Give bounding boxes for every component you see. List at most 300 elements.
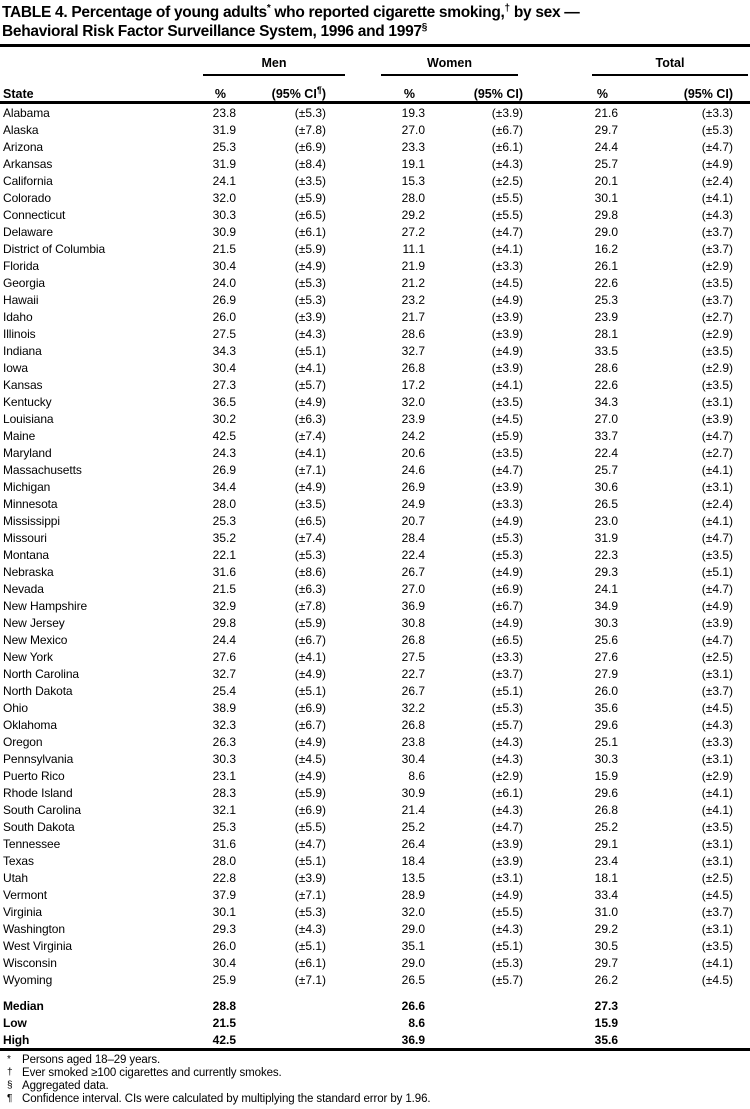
pct-cell: 28.9 bbox=[401, 887, 425, 902]
pct-cell: 31.0 bbox=[594, 904, 619, 919]
pct-cell: 34.4 bbox=[212, 479, 236, 494]
pct-cell: 28.0 bbox=[401, 190, 425, 205]
ci-cell: (±3.5) bbox=[294, 496, 326, 511]
state-cell: Wyoming bbox=[3, 972, 53, 987]
ci-cell: (±8.4) bbox=[294, 156, 326, 171]
ci-cell: (±5.3) bbox=[491, 700, 524, 715]
ci-cell: (±5.3) bbox=[294, 275, 326, 290]
state-cell: Texas bbox=[3, 853, 34, 868]
pct-cell: 23.0 bbox=[594, 513, 619, 528]
table-row bbox=[0, 257, 750, 274]
pct-cell: 30.9 bbox=[401, 785, 425, 800]
table-row bbox=[0, 614, 750, 631]
pct-cell: 29.0 bbox=[594, 224, 619, 239]
ci-cell: (±3.9) bbox=[294, 870, 326, 885]
table-body bbox=[0, 103, 750, 1049]
ci-cell: (±2.9) bbox=[701, 768, 734, 783]
ci-cell: (±3.9) bbox=[491, 479, 524, 494]
pct-cell: 29.3 bbox=[594, 564, 619, 579]
summary-row bbox=[0, 1014, 750, 1031]
pct-cell: 36.5 bbox=[212, 394, 236, 409]
pct-cell: 24.4 bbox=[594, 139, 619, 154]
pct-cell: 29.8 bbox=[212, 615, 236, 630]
pct-cell: 29.6 bbox=[594, 785, 619, 800]
ci-cell: (±4.3) bbox=[294, 921, 326, 936]
ci-cell: (±4.9) bbox=[701, 156, 734, 171]
pct-cell: 31.6 bbox=[212, 836, 236, 851]
table-row bbox=[0, 954, 750, 971]
smoking-table bbox=[0, 47, 750, 1048]
table-row bbox=[0, 801, 750, 818]
pct-cell: 23.9 bbox=[594, 309, 619, 324]
state-cell: Tennessee bbox=[3, 836, 61, 851]
pct-cell: 22.4 bbox=[594, 445, 619, 460]
pct-cell: 30.3 bbox=[212, 207, 236, 222]
pct-cell: 27.3 bbox=[594, 998, 619, 1013]
ci-cell: (±4.9) bbox=[491, 615, 524, 630]
ci-cell: (±5.3) bbox=[491, 530, 524, 545]
state-cell: Mississippi bbox=[3, 513, 60, 528]
table-row bbox=[0, 716, 750, 733]
state-cell: California bbox=[3, 173, 53, 188]
ci-cell: (±4.5) bbox=[701, 887, 734, 902]
state-column-header: State bbox=[0, 76, 190, 103]
ci-cell: (±3.9) bbox=[491, 360, 524, 375]
footnotes bbox=[0, 1051, 750, 1106]
state-cell: Arizona bbox=[3, 139, 43, 154]
footnote-text: Confidence interval. CIs were calculated by multiplying the standard error by 1.96. bbox=[22, 1093, 431, 1105]
ci-cell: (±4.9) bbox=[491, 564, 524, 579]
pct-cell: 23.1 bbox=[212, 768, 236, 783]
ci-cell: (±3.1) bbox=[701, 394, 734, 409]
table-row bbox=[0, 682, 750, 699]
state-cell: Kentucky bbox=[3, 394, 52, 409]
ci-cell: (±3.9) bbox=[491, 853, 524, 868]
pct-cell: 27.5 bbox=[401, 649, 425, 664]
ci-cell: (±5.7) bbox=[491, 972, 524, 987]
men-group-label: Men bbox=[203, 56, 345, 76]
state-group-spacer bbox=[0, 47, 190, 76]
pct-cell: 27.9 bbox=[594, 666, 619, 681]
pct-cell: 21.2 bbox=[401, 275, 425, 290]
state-cell: Wisconsin bbox=[3, 955, 57, 970]
state-cell: Arkansas bbox=[3, 156, 53, 171]
state-cell: Nebraska bbox=[3, 564, 54, 579]
ci-cell: (±6.9) bbox=[491, 581, 524, 596]
pct-cell: 20.1 bbox=[594, 173, 619, 188]
pct-cell: 26.1 bbox=[594, 258, 619, 273]
pct-cell: 26.3 bbox=[212, 734, 236, 749]
table-row bbox=[0, 631, 750, 648]
state-cell: Connecticut bbox=[3, 207, 66, 222]
pct-cell: 8.6 bbox=[408, 1015, 425, 1030]
pct-cell: 30.4 bbox=[212, 955, 236, 970]
ci-cell: (±4.1) bbox=[294, 649, 326, 664]
ci-cell: (±5.9) bbox=[294, 190, 326, 205]
pct-cell: 21.6 bbox=[594, 105, 619, 120]
ci-cell: (±5.1) bbox=[491, 683, 524, 698]
state-cell: Vermont bbox=[3, 887, 47, 902]
table-row bbox=[0, 733, 750, 750]
ci-cell: (±3.5) bbox=[491, 445, 524, 460]
pct-cell: 28.8 bbox=[212, 998, 236, 1013]
pct-cell: 27.0 bbox=[401, 122, 425, 137]
ci-cell: (±4.9) bbox=[294, 768, 326, 783]
ci-cell bbox=[618, 997, 750, 1014]
pct-cell: 34.3 bbox=[212, 343, 236, 358]
ci-cell: (±5.9) bbox=[294, 785, 326, 800]
ci-cell: (±3.5) bbox=[294, 173, 326, 188]
pct-cell: 25.3 bbox=[212, 819, 236, 834]
ci-cell: (±3.9) bbox=[491, 836, 524, 851]
pct-cell: 15.3 bbox=[401, 173, 425, 188]
ci-cell: (±3.3) bbox=[701, 105, 734, 120]
ci-cell: (±4.1) bbox=[701, 785, 734, 800]
pct-cell: 27.6 bbox=[212, 649, 236, 664]
ci-cell: (±4.7) bbox=[491, 819, 524, 834]
pct-cell: 26.7 bbox=[401, 683, 425, 698]
pct-cell: 30.8 bbox=[401, 615, 425, 630]
ci-cell bbox=[236, 1014, 356, 1031]
pct-cell: 24.4 bbox=[212, 632, 236, 647]
state-cell: Alabama bbox=[3, 105, 50, 120]
ci-cell: (±4.5) bbox=[491, 411, 524, 426]
pct-cell: 30.1 bbox=[212, 904, 236, 919]
state-cell: Florida bbox=[3, 258, 39, 273]
pct-cell: 17.2 bbox=[401, 377, 425, 392]
ci-cell: (±3.5) bbox=[491, 394, 524, 409]
footnote-text: Persons aged 18–29 years. bbox=[22, 1054, 161, 1066]
pct-cell: 25.7 bbox=[594, 462, 619, 477]
pct-cell: 33.4 bbox=[594, 887, 619, 902]
pct-cell: 29.0 bbox=[401, 921, 425, 936]
pct-cell: 20.6 bbox=[401, 445, 425, 460]
state-cell: High bbox=[3, 1032, 30, 1047]
footnote-symbol: † bbox=[7, 1067, 13, 1078]
state-cell: Nevada bbox=[3, 581, 44, 596]
pct-cell: 32.0 bbox=[401, 904, 425, 919]
table-row bbox=[0, 835, 750, 852]
women-pct-column-header: % bbox=[356, 76, 425, 103]
footnote bbox=[0, 1093, 750, 1106]
ci-cell bbox=[618, 1031, 750, 1048]
pct-cell: 32.9 bbox=[212, 598, 236, 613]
ci-cell: (±4.7) bbox=[701, 581, 734, 596]
ci-cell bbox=[618, 1014, 750, 1031]
table-row bbox=[0, 937, 750, 954]
pct-cell: 29.7 bbox=[594, 955, 619, 970]
table-row bbox=[0, 410, 750, 427]
ci-cell: (±2.9) bbox=[701, 360, 734, 375]
pct-cell: 27.2 bbox=[401, 224, 425, 239]
state-cell: Virginia bbox=[3, 904, 43, 919]
ci-cell: (±4.5) bbox=[701, 972, 734, 987]
ci-cell: (±3.9) bbox=[491, 309, 524, 324]
ci-cell: (±3.1) bbox=[701, 479, 734, 494]
pct-cell: 29.7 bbox=[594, 122, 619, 137]
ci-cell: (±5.1) bbox=[294, 938, 326, 953]
table-row bbox=[0, 852, 750, 869]
pct-cell: 20.7 bbox=[401, 513, 425, 528]
state-cell: Utah bbox=[3, 870, 28, 885]
table-row bbox=[0, 359, 750, 376]
table-row bbox=[0, 291, 750, 308]
ci-cell: (±3.1) bbox=[701, 666, 734, 681]
pct-cell: 30.5 bbox=[594, 938, 619, 953]
ci-cell: (±5.3) bbox=[294, 105, 326, 120]
ci-cell: (±4.5) bbox=[491, 275, 524, 290]
pct-cell: 26.9 bbox=[212, 292, 236, 307]
ci-cell: (±2.7) bbox=[701, 309, 734, 324]
state-cell: New Hampshire bbox=[3, 598, 88, 613]
ci-cell: (±4.1) bbox=[491, 377, 524, 392]
ci-cell: (±5.3) bbox=[491, 547, 524, 562]
ci-cell: (±4.7) bbox=[491, 462, 524, 477]
ci-cell: (±5.3) bbox=[491, 955, 524, 970]
total-group-label: Total bbox=[592, 56, 748, 76]
ci-cell: (±2.5) bbox=[701, 870, 734, 885]
pct-cell: 22.4 bbox=[401, 547, 425, 562]
pct-cell: 23.3 bbox=[401, 139, 425, 154]
ci-cell bbox=[236, 997, 356, 1014]
table-row bbox=[0, 767, 750, 784]
ci-cell: (±6.5) bbox=[294, 513, 326, 528]
pct-cell: 22.6 bbox=[594, 275, 619, 290]
ci-cell: (±3.7) bbox=[701, 292, 734, 307]
pct-cell: 21.9 bbox=[401, 258, 425, 273]
ci-cell: (±8.6) bbox=[294, 564, 326, 579]
state-cell: Iowa bbox=[3, 360, 28, 375]
table-row bbox=[0, 512, 750, 529]
summary-row bbox=[0, 1031, 750, 1048]
ci-cell: (±6.5) bbox=[491, 632, 524, 647]
pct-cell: 32.7 bbox=[401, 343, 425, 358]
ci-cell: (±3.9) bbox=[701, 615, 734, 630]
ci-cell: (±4.9) bbox=[294, 479, 326, 494]
pct-cell: 30.3 bbox=[212, 751, 236, 766]
ci-cell: (±5.3) bbox=[701, 122, 734, 137]
ci-cell: (±3.7) bbox=[491, 666, 524, 681]
pct-cell: 26.8 bbox=[401, 717, 425, 732]
ci-cell: (±3.3) bbox=[491, 496, 524, 511]
table-row bbox=[0, 495, 750, 512]
ci-cell: (±7.1) bbox=[294, 462, 326, 477]
pct-cell: 23.4 bbox=[594, 853, 619, 868]
pct-cell: 32.0 bbox=[401, 394, 425, 409]
pct-cell: 24.3 bbox=[212, 445, 236, 460]
ci-cell: (±4.9) bbox=[294, 258, 326, 273]
table-row bbox=[0, 308, 750, 325]
table-row bbox=[0, 869, 750, 886]
table-row bbox=[0, 393, 750, 410]
women-ci-column-header: (95% CI) bbox=[425, 76, 543, 103]
state-cell: Idaho bbox=[3, 309, 33, 324]
ci-cell: (±3.3) bbox=[701, 734, 734, 749]
pct-cell: 30.1 bbox=[594, 190, 619, 205]
state-cell: Pennsylvania bbox=[3, 751, 74, 766]
ci-cell bbox=[425, 997, 543, 1014]
table-row bbox=[0, 342, 750, 359]
pct-cell: 26.8 bbox=[401, 632, 425, 647]
state-cell: Puerto Rico bbox=[3, 768, 65, 783]
table-row bbox=[0, 274, 750, 291]
state-cell: Oregon bbox=[3, 734, 43, 749]
ci-cell: (±6.9) bbox=[294, 802, 326, 817]
pct-cell: 32.0 bbox=[212, 190, 236, 205]
state-cell: District of Columbia bbox=[3, 241, 106, 256]
total-pct-column-header: % bbox=[543, 76, 618, 103]
pct-cell: 26.0 bbox=[594, 683, 619, 698]
ci-cell: (±4.3) bbox=[491, 751, 524, 766]
state-cell: Massachusetts bbox=[3, 462, 82, 477]
table-row bbox=[0, 103, 750, 122]
pct-cell: 25.6 bbox=[594, 632, 619, 647]
pct-cell: 30.4 bbox=[212, 258, 236, 273]
ci-cell: (±5.1) bbox=[701, 564, 734, 579]
pct-cell: 25.2 bbox=[401, 819, 425, 834]
table-row bbox=[0, 920, 750, 937]
ci-cell: (±4.1) bbox=[294, 360, 326, 375]
pct-cell: 23.8 bbox=[401, 734, 425, 749]
total-group-header bbox=[543, 47, 750, 76]
women-group-label: Women bbox=[381, 56, 518, 76]
ci-cell: (±4.3) bbox=[294, 326, 326, 341]
ci-cell: (±4.3) bbox=[701, 207, 734, 222]
table-row bbox=[0, 903, 750, 920]
pct-cell: 35.2 bbox=[212, 530, 236, 545]
pct-cell: 29.8 bbox=[594, 207, 619, 222]
state-cell: Colorado bbox=[3, 190, 51, 205]
state-cell: Indiana bbox=[3, 343, 42, 358]
table-row bbox=[0, 971, 750, 988]
pct-cell: 29.3 bbox=[212, 921, 236, 936]
pct-cell: 28.1 bbox=[594, 326, 619, 341]
pct-cell: 29.6 bbox=[594, 717, 619, 732]
ci-cell: (±3.5) bbox=[701, 938, 734, 953]
state-cell: Delaware bbox=[3, 224, 53, 239]
pct-cell: 24.6 bbox=[401, 462, 425, 477]
pct-cell: 15.9 bbox=[594, 768, 619, 783]
table-row bbox=[0, 121, 750, 138]
pct-cell: 26.5 bbox=[594, 496, 619, 511]
men-ci-column-header: (95% CI¶) bbox=[236, 76, 356, 103]
pct-cell: 38.9 bbox=[212, 700, 236, 715]
ci-cell: (±5.7) bbox=[294, 377, 326, 392]
table-row bbox=[0, 478, 750, 495]
footnote bbox=[0, 1080, 750, 1093]
ci-cell: (±4.5) bbox=[701, 700, 734, 715]
pct-cell: 26.0 bbox=[212, 309, 236, 324]
pct-cell: 28.0 bbox=[212, 853, 236, 868]
pct-cell: 26.6 bbox=[401, 998, 425, 1013]
pct-cell: 25.3 bbox=[212, 139, 236, 154]
pct-cell: 29.2 bbox=[594, 921, 619, 936]
table-row bbox=[0, 189, 750, 206]
state-cell: Alaska bbox=[3, 122, 39, 137]
table-row bbox=[0, 750, 750, 767]
table-row bbox=[0, 665, 750, 682]
table-row bbox=[0, 325, 750, 342]
ci-cell: (±4.9) bbox=[491, 292, 524, 307]
pct-cell: 22.6 bbox=[594, 377, 619, 392]
ci-cell: (±3.9) bbox=[491, 326, 524, 341]
table-row bbox=[0, 155, 750, 172]
ci-cell: (±4.7) bbox=[491, 224, 524, 239]
ci-cell: (±6.3) bbox=[294, 581, 326, 596]
men-pct-column-header: % bbox=[190, 76, 236, 103]
ci-cell: (±5.9) bbox=[294, 615, 326, 630]
spacer-row bbox=[0, 988, 750, 997]
pct-cell: 31.9 bbox=[212, 122, 236, 137]
pct-cell: 22.7 bbox=[401, 666, 425, 681]
pct-cell: 33.7 bbox=[594, 428, 619, 443]
pct-cell: 26.2 bbox=[594, 972, 619, 987]
pct-cell: 22.3 bbox=[594, 547, 619, 562]
pct-cell: 23.8 bbox=[212, 105, 236, 120]
ci-cell: (±5.1) bbox=[491, 938, 524, 953]
state-cell: Washington bbox=[3, 921, 65, 936]
pct-cell: 16.2 bbox=[594, 241, 619, 256]
ci-cell: (±4.3) bbox=[701, 717, 734, 732]
ci-cell: (±5.5) bbox=[294, 819, 326, 834]
pct-cell: 30.2 bbox=[212, 411, 236, 426]
pct-cell: 26.0 bbox=[212, 938, 236, 953]
ci-cell: (±3.1) bbox=[491, 870, 524, 885]
ci-cell: (±6.1) bbox=[294, 224, 326, 239]
table-row bbox=[0, 461, 750, 478]
ci-cell bbox=[425, 1014, 543, 1031]
ci-cell: (±3.3) bbox=[491, 649, 524, 664]
pct-cell: 28.6 bbox=[401, 326, 425, 341]
ci-cell: (±6.1) bbox=[491, 785, 524, 800]
pct-cell: 21.5 bbox=[212, 1015, 236, 1030]
spacer-cell bbox=[0, 988, 750, 997]
ci-cell: (±5.3) bbox=[294, 292, 326, 307]
pct-cell: 35.1 bbox=[401, 938, 425, 953]
ci-cell bbox=[425, 1031, 543, 1048]
pct-cell: 37.9 bbox=[212, 887, 236, 902]
state-cell: Minnesota bbox=[3, 496, 58, 511]
ci-cell: (±6.9) bbox=[294, 700, 326, 715]
pct-cell: 34.3 bbox=[594, 394, 619, 409]
pct-cell: 42.5 bbox=[212, 428, 236, 443]
pct-cell: 24.1 bbox=[212, 173, 236, 188]
state-cell: Maine bbox=[3, 428, 36, 443]
table-row bbox=[0, 172, 750, 189]
ci-cell: (±6.5) bbox=[294, 207, 326, 222]
ci-cell: (±3.1) bbox=[701, 921, 734, 936]
pct-cell: 26.8 bbox=[594, 802, 619, 817]
state-cell: Kansas bbox=[3, 377, 43, 392]
ci-cell: (±3.7) bbox=[701, 683, 734, 698]
ci-cell: (±5.9) bbox=[294, 241, 326, 256]
ci-cell: (±4.9) bbox=[294, 394, 326, 409]
pct-cell: 42.5 bbox=[212, 1032, 236, 1047]
ci-cell: (±2.4) bbox=[701, 173, 734, 188]
ci-cell: (±2.9) bbox=[701, 326, 734, 341]
state-cell: Median bbox=[3, 998, 44, 1013]
ci-cell: (±7.4) bbox=[294, 530, 326, 545]
pct-cell: 13.5 bbox=[401, 870, 425, 885]
pct-cell: 31.9 bbox=[212, 156, 236, 171]
total-ci-column-header: (95% CI) bbox=[618, 76, 750, 103]
pct-cell: 30.3 bbox=[594, 751, 619, 766]
footnote-symbol: * bbox=[7, 1054, 11, 1065]
pct-cell: 11.1 bbox=[402, 241, 425, 256]
ci-cell: (±3.7) bbox=[701, 241, 734, 256]
ci-cell: (±3.1) bbox=[701, 853, 734, 868]
pct-cell: 31.9 bbox=[594, 530, 619, 545]
